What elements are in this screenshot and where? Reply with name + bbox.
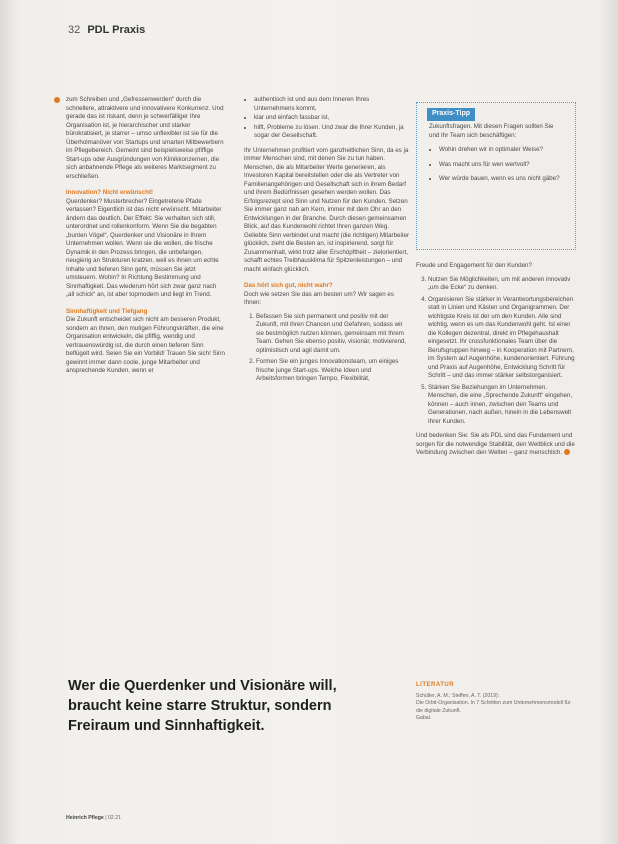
column-middle <box>244 96 410 390</box>
paragraph-how: Doch wie setzen Sie das am besten um? Wir sagen es Ihnen: <box>244 290 394 306</box>
literature-box <box>416 682 576 723</box>
tip-intro: Zukunftsfragen. Mit diesen Fragen sollten Sie und Ihr Team sich beschäftigen: <box>429 123 554 139</box>
subheading-innovation: Innovation? Nicht erwünscht! <box>66 189 153 196</box>
magazine-name: Heinrich Pflege <box>66 815 104 821</box>
subheading-hoert-sich-gut: Das hört sich gut, nicht wahr? <box>244 282 333 289</box>
closing-text: Und bedenken Sie: Sie als PDL sind das Fundament und sorgen für die notwendige Stabilität, den Weitblick und die Verbindung zwischen den Welten – ganz menschlich. <box>416 432 575 456</box>
page-footer <box>66 815 121 821</box>
praxis-tipp-box <box>416 102 576 250</box>
end-mark-icon <box>564 449 570 455</box>
column-left <box>66 96 226 381</box>
steps-list-continued <box>416 276 578 427</box>
page-number: 32 <box>68 24 81 36</box>
subheading-sinnhaftigkeit: Sinnhaftigkeit und Tiefgang <box>66 307 148 315</box>
list-item: • authentisch ist und aus dem Inneren Ihres Unternehmens kommt, <box>254 96 410 113</box>
section-title: PDL Praxis <box>87 24 146 36</box>
step-item: 2. Formen Sie ein junges Innovationsteam, um einiges frische junge Start-ups. Welche Ideen und Arbeitsformen bringen Tempo, Flexibilität, <box>256 358 410 384</box>
steps-list <box>244 313 410 384</box>
issue-label: | 02.21 <box>105 815 121 821</box>
column-right <box>416 262 578 463</box>
step-item: 4. Organisieren Sie stärker in Verantwortungsbereichen statt in Linien und Kästen und Organigrammen. Der wichtigste Kreis ist der um den Kunden. Alle sind wichtig, wenn es um das Kundenwohl geht. Ist einer die Kollegen dezentral, direkt im Pflegehaushalt eingesetzt. Ihr crossfunktionales Team über die Berufsgruppen hinweg – in Kooperation mit Partnern, im System auf Augenhöhe, kundenorientiert. Führung und Praxis auf Augenhöhe, Entwicklung Schritt für Schritt – und das immer stärker selbstorganisiert. <box>428 296 578 381</box>
paragraph-continued: Freude und Engagement für den Kunden? <box>416 262 532 269</box>
praxis-tipp-badge: Praxis-Tipp <box>427 108 475 121</box>
list-item: • klar und einfach fassbar ist, <box>254 114 410 123</box>
page-header <box>68 24 145 36</box>
tip-question: • Was macht uns für wen wertvoll? <box>439 161 563 170</box>
paragraph-innovation: Querdenker? Musterbrecher? Eingetretene Pfade verlassen? Eigentlich ist das nicht erwünscht. Mitarbeiter ändern das deutlich. Der Effekt: Sie verhalten sich still, unterordnet und rollenkonform. Wenn Sie die begabten „bunten Vögel“, Querdenker und Visionäre in Ihrem Unternehmen wollen. Wenn sie die wollen, die frische Dynamik in den Prozess bringen, die unbefangen, neugierig an Strukturen kratzen, weil es ihnen um echte Inhalte und tieferen Sinn geht, müssen Sie jetzt umsteuern. Wohin? In Richtung Bestimmung und Sinnhaftigkeit. Das wiederum hört sich zwar ganz nach „all schick“ an, ist aber topmodern und liegt im Trend. <box>66 197 222 298</box>
criteria-list <box>244 96 410 141</box>
literature-heading: LITERATUR <box>416 682 455 688</box>
closing-paragraph <box>416 432 578 458</box>
paragraph-benefit: Ihr Unternehmen profitiert vom ganzheitlichen Sinn, da es ja immer Menschen sind, mit denen Sie zu tun haben. Menschen, die als Mitarbeiter Werte generieren, als Investoren Kapital bereitstellen oder die als Vertreter von Familienangehörigen und Gesellschaft sich in ihrem Bedarf und ihrem Bedürfnissen gesehen werden wollen. Das Erfolgsrezept sind Sinn und Nutzen für den Kunden. Setzen Sie immer ganz nah am Kern, immer mit dem Ohr an den Entwicklungen in der Branche. Durch diesen gemeinsamen Blick, auf das Kundenwohl richtet Ihren ganzen Weg. Geliebte Sinn verbindet und macht (die richtigen) Mitarbeiter glücklich, zieht die Besten an, ist inspirierend, sorgt für Zusammenhalt, wirkt trotz aller Erschöpftheit – zielorientiert, schafft echtes Treibhausklima für Spitzenleistungen – und macht einfach glücklich. <box>244 146 410 273</box>
step-item: 3. Nutzen Sie Möglichkeiten, um mit anderen innovativ „um die Ecke“ zu denken. <box>428 276 578 293</box>
pull-quote: Wer die Querdenker und Visionäre will, braucht keine starre Struktur, sondern Freiraum und Sinnhaftigkeit. <box>68 678 337 734</box>
literature-line: Die Orbit-Organisation. In 7 Schritten zum Unternehmensmodell für die digitale Zukunft. <box>416 700 571 714</box>
literature-line: Schüller, A. M.; Steffen, A. T. (2019): <box>416 692 500 699</box>
tip-question: • Wohin drehen wir in optimaler Weise? <box>439 146 563 155</box>
continuation-marker-icon <box>54 97 60 103</box>
literature-line: Gabal. <box>416 715 432 721</box>
intro-paragraph: zum Schreiben und „Gefressenwerden“ durch die schnellere, attraktivere und innovativere Konkurrenz. Und gerade das ist riskant, denn je schwerfälliger Ihre Organisation ist, je hierarchischer und starker bürokratisiert, je starrer – umso unflexibler ist sie für die Überholmanöver von Startups und smarten Mitbewerbern im Pflegebereich. Gemeint sind beispielsweise pfiffige Start-ups oder Ausgründungen von Klinikkonzernen, die sich anbahnende Pflege als weiteres Marktsegment zu erschließen. <box>66 96 224 180</box>
tip-question: • Wer würde bauen, wenn es uns nicht gäbe? <box>439 175 563 184</box>
paragraph-sinnhaftigkeit: Die Zukunft entscheidet sich nicht am besseren Produkt, sondern an Ihnen, den mutigen Führungskräften, die eine Organisation entwickeln, die pfiffig, wendig und vertrauenswürdig ist, die durch einen tieferen Sinn beflügelt wird. Seien Sie ein Vorbild! Trauen Sie sich! Sinn gewinnt immer dann coole, junge Mitarbeiter und ansprechende Kunden, wenn er <box>66 316 225 374</box>
step-item: 5. Stärken Sie Beziehungen im Unternehmen. Menschen, die eine „Sprechende Zukunft“ eingehen, können – auch innen, zwischen den Teams und Generationen, nach außen, hinein in die Lebenswelt Ihrer Kunden. <box>428 384 578 427</box>
list-item: • hilft, Probleme zu lösen. Und zwar die Ihrer Kunden, ja sogar der Gesellschaft. <box>254 124 410 141</box>
tip-questions <box>429 146 563 184</box>
step-item: 1. Befassen Sie sich permanent und positiv mit der Zukunft, mit ihren Chancen und Gefahren, sodass wir sie bestmöglich nutzen können, gemeinsam mit Ihrem Team. Gehen Sie ebenso positiv, visionär, motivierend, optimistisch und agil damit um. <box>256 313 410 356</box>
